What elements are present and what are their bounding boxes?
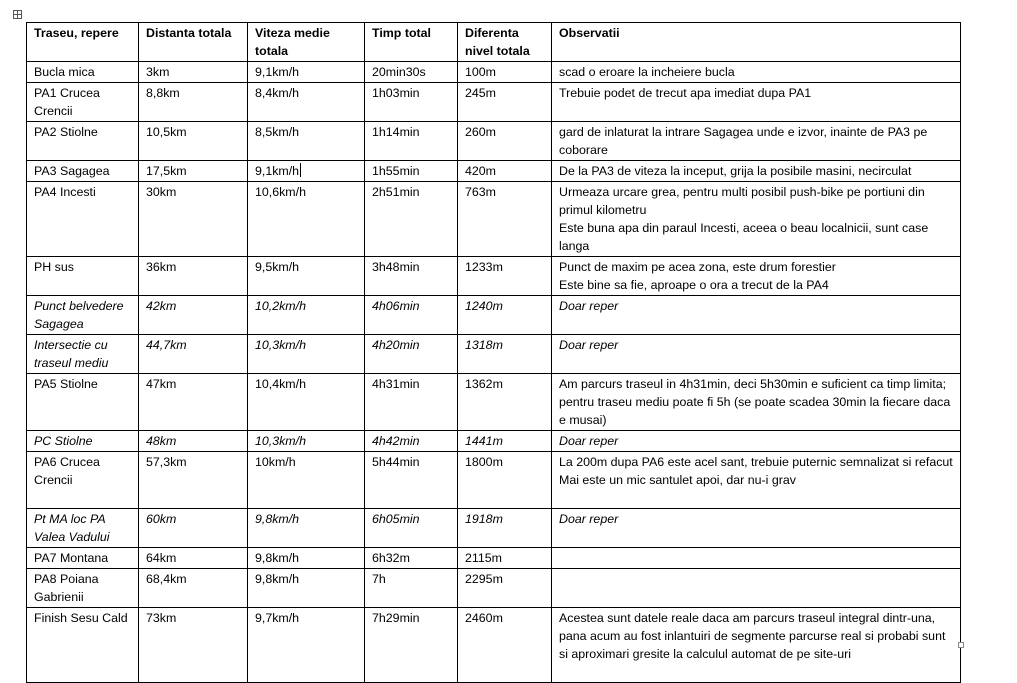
cell-observatii[interactable]: [552, 452, 961, 509]
table-move-handle-icon[interactable]: [13, 10, 22, 19]
cell-traseu[interactable]: Bucla mica: [27, 62, 139, 83]
cell-traseu[interactable]: Finish Sesu Cald: [27, 608, 139, 683]
observatii-line: Doar reper: [559, 299, 619, 313]
cell-distanta[interactable]: 36km: [139, 257, 248, 296]
cell-diferenta[interactable]: 1441m: [458, 431, 552, 452]
cell-traseu[interactable]: PA4 Incesti: [27, 182, 139, 257]
cell-timp[interactable]: 4h20min: [365, 335, 458, 374]
table-row: [27, 296, 961, 335]
observatii-line: Trebuie podet de trecut apa imediat dupa PA1: [559, 86, 812, 100]
cell-diferenta[interactable]: 1800m: [458, 452, 552, 509]
cell-distanta[interactable]: 47km: [139, 374, 248, 431]
header-distanta: Distanta totala: [139, 23, 248, 62]
cell-viteza[interactable]: 8,4km/h: [248, 83, 365, 122]
cell-diferenta[interactable]: 1240m: [458, 296, 552, 335]
observatii-line: De la PA3 de viteza la inceput, grija la posibile masini, necirculat: [559, 164, 912, 178]
observatii-line: La 200m dupa PA6 este acel sant, trebuie puternic semnalizat si refacut: [559, 455, 953, 469]
cell-distanta[interactable]: 48km: [139, 431, 248, 452]
cell-timp[interactable]: 6h32m: [365, 548, 458, 569]
cell-observatii[interactable]: [552, 296, 961, 335]
cell-observatii[interactable]: [552, 182, 961, 257]
table-row: [27, 335, 961, 374]
observatii-line: Mai este un mic santulet apoi, dar nu-i grav: [559, 473, 796, 487]
observatii-line: Am parcurs traseul in 4h31min, deci 5h30min e suficient ca timp limita; pentru traseu mediu poate fi 5h (se poate scadea 30min la fiecare daca e musai): [559, 377, 951, 427]
header-timp: Timp total: [365, 23, 458, 62]
table-row: [27, 161, 961, 182]
table-row: [27, 452, 961, 509]
table-row: [27, 548, 961, 569]
cell-observatii[interactable]: [552, 257, 961, 296]
cell-timp[interactable]: 6h05min: [365, 509, 458, 548]
table-row: [27, 257, 961, 296]
cell-timp[interactable]: 7h29min: [365, 608, 458, 683]
cell-observatii[interactable]: [552, 569, 961, 608]
table-resize-handle-icon[interactable]: [958, 642, 964, 648]
cell-diferenta[interactable]: 260m: [458, 122, 552, 161]
table-row: [27, 122, 961, 161]
cell-distanta[interactable]: 30km: [139, 182, 248, 257]
cell-observatii[interactable]: [552, 548, 961, 569]
cell-observatii[interactable]: [552, 161, 961, 182]
cell-timp[interactable]: 1h55min: [365, 161, 458, 182]
observatii-line: scad o eroare la incheiere bucla: [559, 65, 735, 79]
cell-observatii[interactable]: [552, 374, 961, 431]
cell-traseu[interactable]: PA3 Sagagea: [27, 161, 139, 182]
cell-timp[interactable]: 4h06min: [365, 296, 458, 335]
table-row: [27, 608, 961, 683]
text-cursor: [300, 163, 301, 177]
cell-traseu[interactable]: PA6 Crucea Crencii: [27, 452, 139, 509]
cell-observatii[interactable]: [552, 509, 961, 548]
cell-diferenta[interactable]: 1362m: [458, 374, 552, 431]
cell-viteza[interactable]: 10,6km/h: [248, 182, 365, 257]
cell-traseu[interactable]: Pt MA loc PA Valea Vadului: [27, 509, 139, 548]
cell-viteza[interactable]: 10km/h: [248, 452, 365, 509]
table-row: [27, 569, 961, 608]
route-table: [26, 22, 961, 683]
cell-distanta[interactable]: 60km: [139, 509, 248, 548]
cell-traseu[interactable]: PH sus: [27, 257, 139, 296]
cell-timp[interactable]: 7h: [365, 569, 458, 608]
cell-viteza[interactable]: 9,5km/h: [248, 257, 365, 296]
cell-diferenta[interactable]: 100m: [458, 62, 552, 83]
observatii-line: Acestea sunt datele reale daca am parcurs traseul integral dintr-una, pana acum au fost inlantuiri de segmente parcurse real si probabi sunt si aproximari gresite la calculul automat de pe site-uri: [559, 611, 946, 661]
cell-viteza[interactable]: 9,8km/h: [248, 548, 365, 569]
cell-diferenta[interactable]: 2295m: [458, 569, 552, 608]
cell-distanta[interactable]: 64km: [139, 548, 248, 569]
observatii-line: Este buna apa din paraul Incesti, aceea o beau localnicii, sunt case langa: [559, 221, 929, 253]
cell-timp[interactable]: 20min30s: [365, 62, 458, 83]
cell-traseu[interactable]: Intersectie cu traseul mediu: [27, 335, 139, 374]
header-observatii: Observatii: [552, 23, 961, 62]
cell-viteza[interactable]: 10,3km/h: [248, 431, 365, 452]
observatii-line: Este bine sa fie, aproape o ora a trecut de la PA4: [559, 278, 829, 292]
observatii-line: Doar reper: [559, 512, 619, 526]
cell-diferenta[interactable]: 763m: [458, 182, 552, 257]
cell-distanta[interactable]: 17,5km: [139, 161, 248, 182]
cell-timp[interactable]: 4h31min: [365, 374, 458, 431]
observatii-line: gard de inlaturat la intrare Sagagea unde e izvor, inainte de PA3 pe coborare: [559, 125, 928, 157]
cell-distanta[interactable]: 57,3km: [139, 452, 248, 509]
cell-viteza[interactable]: 9,7km/h: [248, 608, 365, 683]
table-row: [27, 182, 961, 257]
cell-viteza[interactable]: 10,3km/h: [248, 335, 365, 374]
cell-diferenta[interactable]: 1918m: [458, 509, 552, 548]
cell-distanta[interactable]: 3km: [139, 62, 248, 83]
cell-viteza[interactable]: 9,1km/h: [248, 161, 365, 182]
cell-diferenta[interactable]: 1233m: [458, 257, 552, 296]
table-row: [27, 509, 961, 548]
cell-distanta[interactable]: 73km: [139, 608, 248, 683]
cell-timp[interactable]: 2h51min: [365, 182, 458, 257]
cell-observatii[interactable]: [552, 122, 961, 161]
cell-distanta[interactable]: 8,8km: [139, 83, 248, 122]
header-row: [27, 23, 961, 62]
header-viteza: Viteza medie totala: [248, 23, 365, 62]
table-row: [27, 83, 961, 122]
header-traseu: Traseu, repere: [27, 23, 139, 62]
cell-diferenta[interactable]: 1318m: [458, 335, 552, 374]
cell-diferenta[interactable]: 420m: [458, 161, 552, 182]
cell-viteza[interactable]: 10,2km/h: [248, 296, 365, 335]
cell-traseu[interactable]: PA1 Crucea Crencii: [27, 83, 139, 122]
cell-distanta[interactable]: 44,7km: [139, 335, 248, 374]
cell-viteza[interactable]: 10,4km/h: [248, 374, 365, 431]
cell-observatii[interactable]: [552, 608, 961, 683]
cell-traseu[interactable]: PC Stiolne: [27, 431, 139, 452]
cell-diferenta[interactable]: 2460m: [458, 608, 552, 683]
header-diferenta: Diferenta nivel totala: [458, 23, 552, 62]
observatii-line: Punct de maxim pe acea zona, este drum forestier: [559, 260, 836, 274]
table-row: [27, 374, 961, 431]
cell-timp[interactable]: 5h44min: [365, 452, 458, 509]
table-row: [27, 62, 961, 83]
cell-traseu[interactable]: PA5 Stiolne: [27, 374, 139, 431]
table-row: [27, 431, 961, 452]
cell-traseu[interactable]: PA2 Stiolne: [27, 122, 139, 161]
cell-observatii[interactable]: [552, 62, 961, 83]
cell-timp[interactable]: 1h14min: [365, 122, 458, 161]
cell-traseu[interactable]: PA7 Montana: [27, 548, 139, 569]
cell-traseu[interactable]: PA8 Poiana Gabrienii: [27, 569, 139, 608]
cell-distanta[interactable]: 10,5km: [139, 122, 248, 161]
observatii-line: Urmeaza urcare grea, pentru multi posibil push-bike pe portiuni din primul kilometru: [559, 185, 925, 217]
cell-observatii[interactable]: [552, 335, 961, 374]
cell-timp[interactable]: 4h42min: [365, 431, 458, 452]
cell-viteza[interactable]: 8,5km/h: [248, 122, 365, 161]
cell-observatii[interactable]: [552, 431, 961, 452]
cell-viteza[interactable]: 9,1km/h: [248, 62, 365, 83]
cell-observatii[interactable]: [552, 83, 961, 122]
cell-traseu[interactable]: Punct belvedere Sagagea: [27, 296, 139, 335]
cell-diferenta[interactable]: 245m: [458, 83, 552, 122]
cell-viteza[interactable]: 9,8km/h: [248, 569, 365, 608]
cell-distanta[interactable]: 42km: [139, 296, 248, 335]
cell-diferenta[interactable]: 2115m: [458, 548, 552, 569]
cell-viteza[interactable]: 9,8km/h: [248, 509, 365, 548]
cell-timp[interactable]: 1h03min: [365, 83, 458, 122]
cell-distanta[interactable]: 68,4km: [139, 569, 248, 608]
observatii-line: Doar reper: [559, 434, 619, 448]
observatii-line: Doar reper: [559, 338, 619, 352]
cell-timp[interactable]: 3h48min: [365, 257, 458, 296]
